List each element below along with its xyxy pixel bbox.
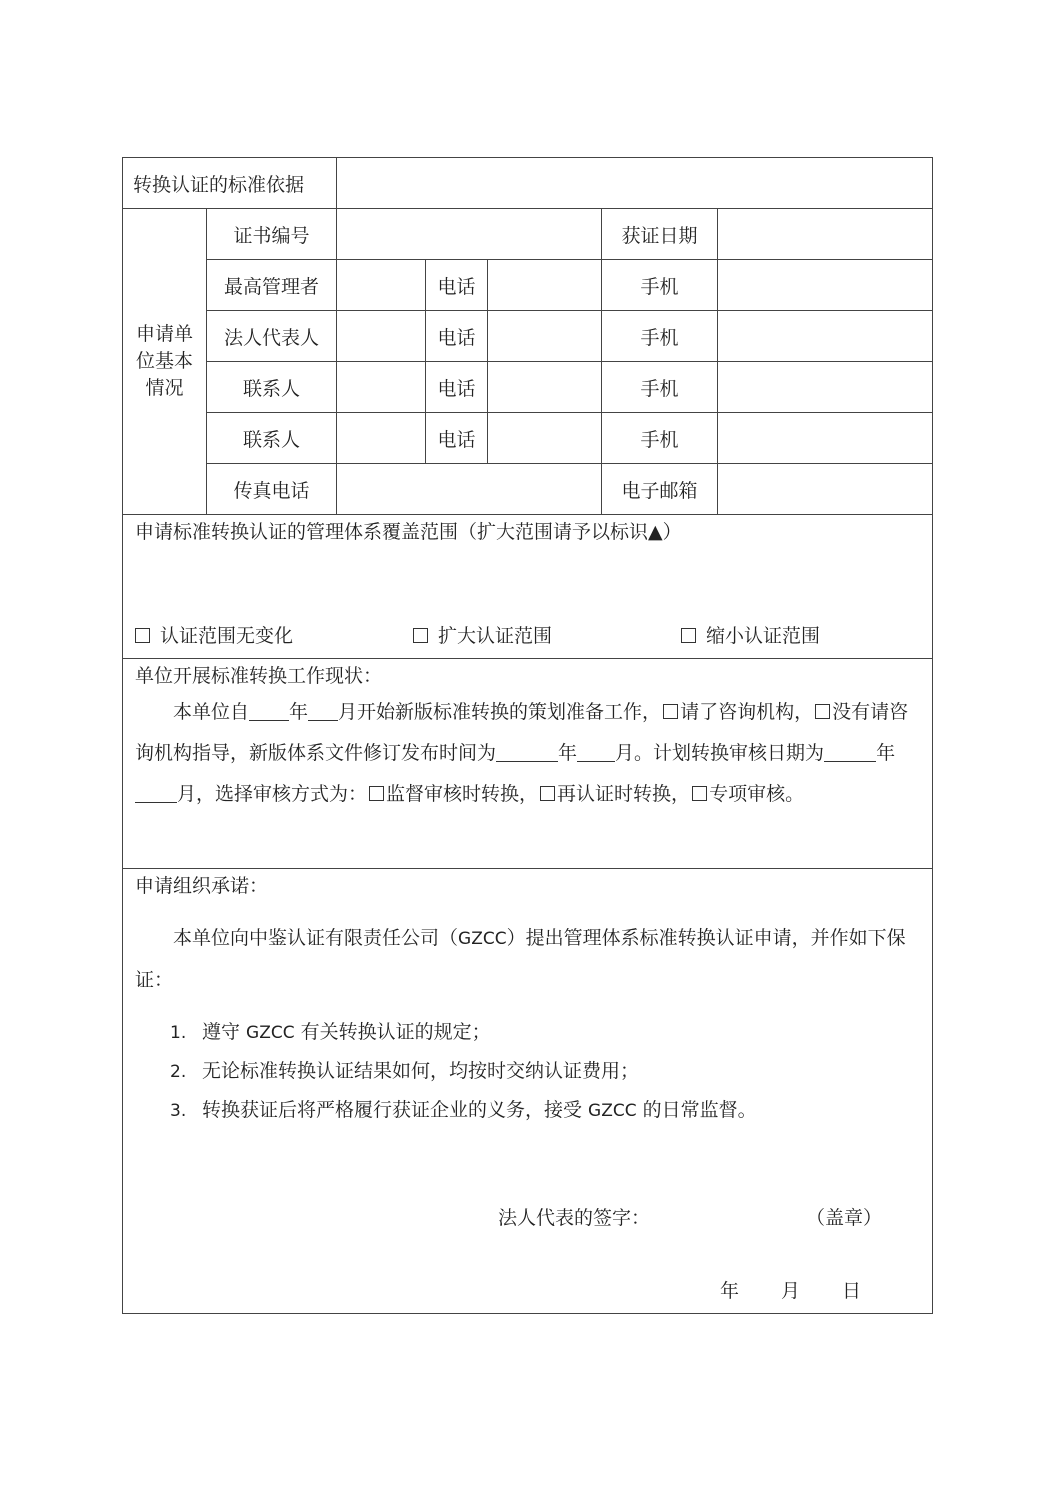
scope-option-expand[interactable]: 扩大认证范围 — [413, 627, 552, 646]
mobile-label: 手机 — [602, 260, 718, 311]
commitment-item: 1. 遵守 GZCC 有关转换认证的规定； — [170, 1021, 491, 1043]
scope-options — [135, 627, 915, 653]
date-month-label: 月 — [781, 1280, 801, 1302]
status-section — [123, 659, 933, 869]
phone-value[interactable] — [488, 413, 602, 464]
phone-value[interactable] — [488, 362, 602, 413]
cert-number-label: 证书编号 — [207, 209, 337, 260]
checkbox-icon[interactable] — [681, 628, 696, 643]
commitment-item: 2. 无论标准转换认证结果如何，均按时交纳认证费用； — [170, 1060, 640, 1082]
mobile-value[interactable] — [718, 362, 933, 413]
contact-role: 法人代表人 — [207, 311, 337, 362]
phone-label: 电话 — [426, 311, 488, 362]
phone-label: 电话 — [426, 413, 488, 464]
application-form-table — [122, 157, 933, 1314]
contact-row — [123, 260, 933, 311]
start-month-blank[interactable] — [308, 701, 338, 721]
scope-option-unchanged[interactable]: 认证范围无变化 — [135, 627, 293, 646]
phone-label: 电话 — [426, 260, 488, 311]
mobile-value[interactable] — [718, 260, 933, 311]
commitment-item: 3. 转换获证后将严格履行获证企业的义务，接受 GZCC 的日常监督。 — [170, 1099, 757, 1121]
contact-row — [123, 413, 933, 464]
mobile-label: 手机 — [602, 413, 718, 464]
contact-role: 联系人 — [207, 413, 337, 464]
commitment-row — [123, 869, 933, 1314]
standard-basis-row — [123, 158, 933, 209]
cert-row — [123, 209, 933, 260]
checkbox-icon[interactable] — [540, 786, 555, 801]
checkbox-icon[interactable] — [369, 786, 384, 801]
mobile-label: 手机 — [602, 362, 718, 413]
fax-email-row — [123, 464, 933, 515]
contact-name-value[interactable] — [337, 362, 426, 413]
fax-label: 传真电话 — [207, 464, 337, 515]
phone-value[interactable] — [488, 260, 602, 311]
doc-month-blank[interactable] — [577, 742, 615, 762]
seal-label: （盖章） — [806, 1207, 883, 1229]
applicant-section-label: 申请单 位基本 情况 — [123, 209, 207, 515]
date-year-label: 年 — [720, 1280, 740, 1302]
mobile-value[interactable] — [718, 311, 933, 362]
contact-role: 联系人 — [207, 362, 337, 413]
standard-basis-value[interactable] — [337, 158, 933, 209]
start-year-blank[interactable] — [249, 701, 289, 721]
contact-name-value[interactable] — [337, 311, 426, 362]
checkbox-icon[interactable] — [663, 704, 678, 719]
commitment-title: 申请组织承诺： — [135, 875, 269, 897]
standard-basis-label: 转换认证的标准依据 — [123, 158, 337, 209]
email-label: 电子邮箱 — [602, 464, 718, 515]
commitment-intro: 本单位向中鉴认证有限责任公司（GZCC）提出管理体系标准转换认证申请，并作如下保证： — [135, 927, 906, 991]
checkbox-icon[interactable] — [815, 704, 830, 719]
phone-value[interactable] — [488, 311, 602, 362]
contact-row — [123, 362, 933, 413]
mobile-label: 手机 — [602, 311, 718, 362]
scope-row — [123, 515, 933, 659]
cert-date-value[interactable] — [718, 209, 933, 260]
cert-number-value[interactable] — [337, 209, 602, 260]
scope-option-reduce[interactable]: 缩小认证范围 — [681, 627, 820, 646]
audit-year-blank[interactable] — [824, 742, 876, 762]
status-paragraph: 本单位自 年 月开始新版标准转换的策划准备工作， 请了咨询机构， 没有请咨询机构指导，新版体系文件修订发布时间为 年 月。计划转换审核日期为 年月，选择审核方式为： 监督审核时转换， 再认证时转换， 专项审核。 — [135, 701, 909, 805]
checkbox-icon[interactable] — [692, 786, 707, 801]
signature-label: 法人代表的签字： — [498, 1207, 651, 1229]
status-row — [123, 659, 933, 869]
date-day-label: 日 — [842, 1280, 862, 1302]
status-title: 单位开展标准转换工作现状： — [135, 665, 383, 687]
doc-year-blank[interactable] — [496, 742, 558, 762]
contact-name-value[interactable] — [337, 413, 426, 464]
fax-value[interactable] — [337, 464, 602, 515]
sign-date — [720, 1282, 903, 1301]
checkbox-icon[interactable] — [413, 628, 428, 643]
mobile-value[interactable] — [718, 413, 933, 464]
contact-row — [123, 311, 933, 362]
email-value[interactable] — [718, 464, 933, 515]
contact-name-value[interactable] — [337, 260, 426, 311]
commitment-section — [123, 869, 933, 1314]
cert-date-label: 获证日期 — [602, 209, 718, 260]
audit-month-blank[interactable] — [135, 783, 177, 803]
scope-title: 申请标准转换认证的管理体系覆盖范围（扩大范围请予以标识▲） — [135, 521, 682, 543]
phone-label: 电话 — [426, 362, 488, 413]
checkbox-icon[interactable] — [135, 628, 150, 643]
scope-section — [123, 515, 933, 659]
contact-role: 最高管理者 — [207, 260, 337, 311]
